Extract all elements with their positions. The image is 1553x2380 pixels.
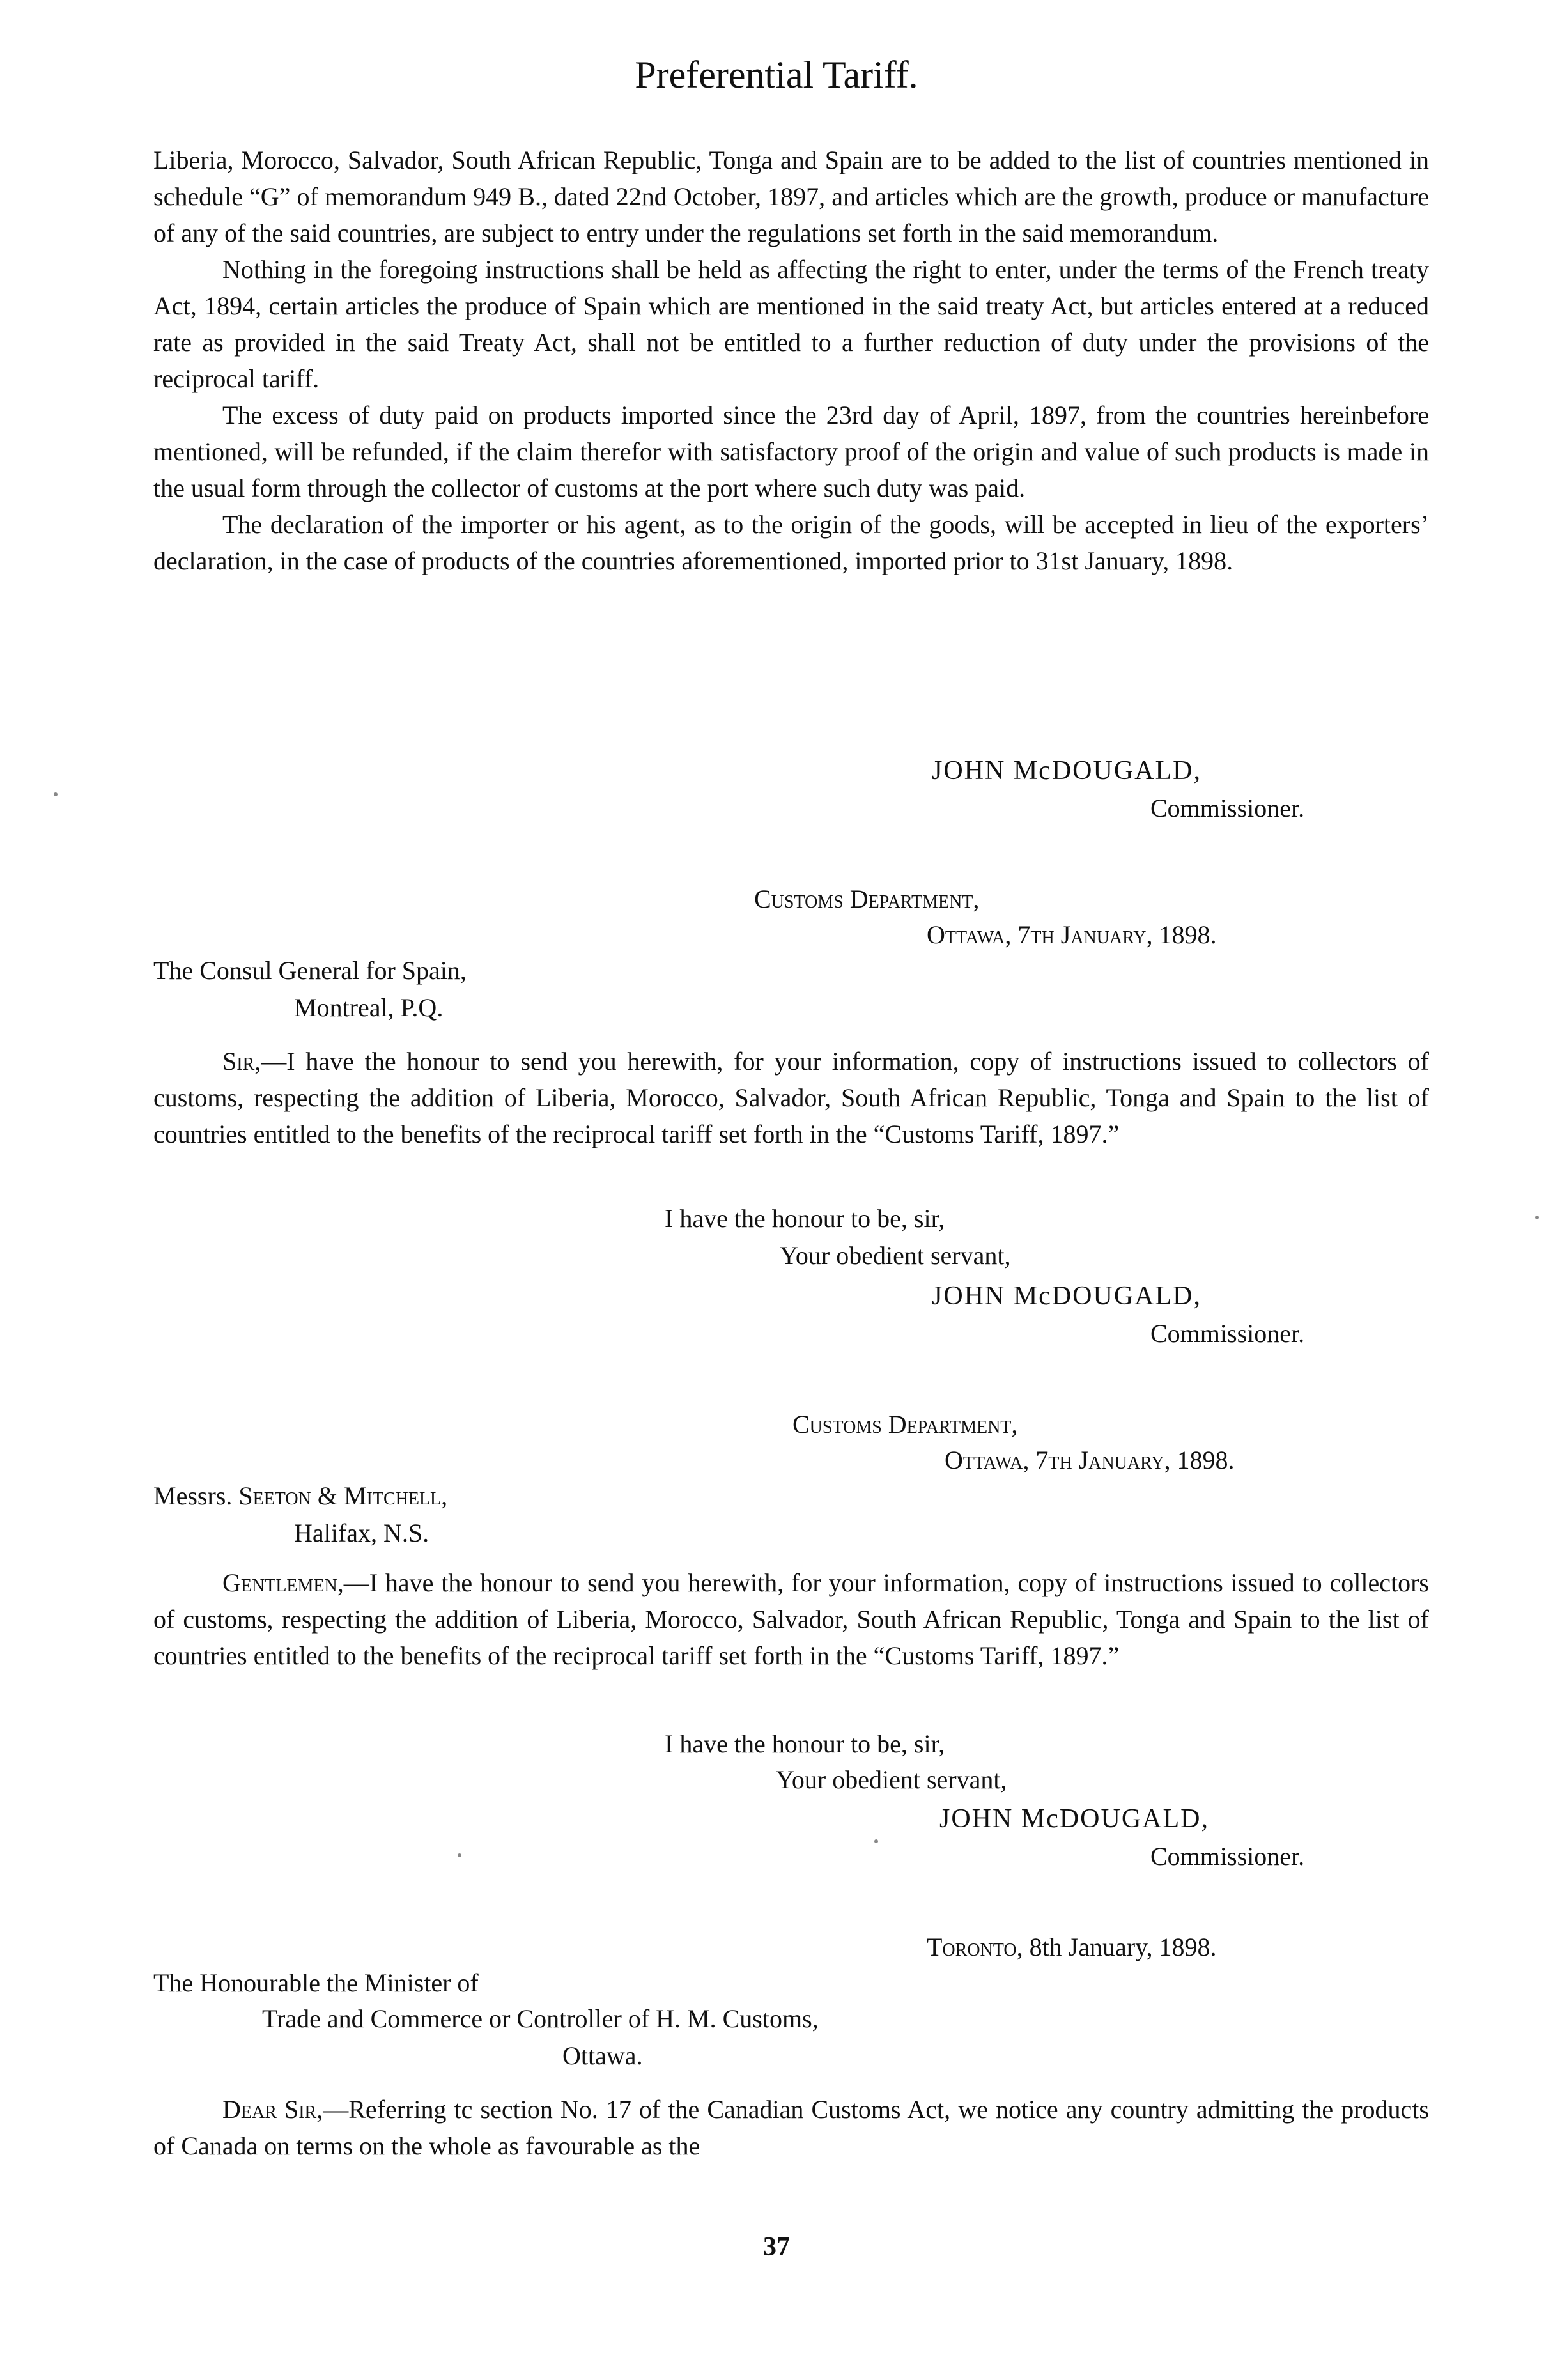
letter2-recipient-city: Halifax, N.S. [294,1518,429,1547]
memo-signature-title: Commissioner. [1150,794,1305,823]
letter3-salutation: Dear Sir, [222,2095,323,2124]
letter3-body-text: —Referring tc section No. 17 of the Canadian Customs Act, we notice any country admitting the products of Canada on terms on the whole as favourable as the [153,2095,1429,2160]
memo-body [153,142,1429,579]
letter1-body-text: —I have the honour to send you herewith, for your information, copy of instructions issued to collectors of customs, respecting the addition of Liberia, Morocco, Salvador, South African Republic, Tonga and Spain to the list of countries entitled to the benefits of the reciprocal tariff set forth in the “Customs Tariff, 1897.” [153,1047,1429,1148]
letter3-recipient: The Honourable the Minister of [153,1968,479,1997]
page-title: Preferential Tariff. [635,54,918,96]
letter1-closing: I have the honour to be, sir, [665,1204,945,1233]
letter3-recipient-office: Trade and Commerce or Controller of H. M. Customs, [262,2004,819,2033]
memo-paragraph: Nothing in the foregoing instructions shall be held as affecting the right to enter, under the terms of the French treaty Act, 1894, certain articles the produce of Spain which are mentioned in the said treaty Act, but articles entered at a reduced rate as provided in the said Treaty Act, shall not be entitled to a further reduction of duty under the provisions of the reciprocal tariff. [153,255,1429,393]
memo-paragraph: Liberia, Morocco, Salvador, South African Republic, Tonga and Spain are to be added to the list of countries mentioned in schedule “G” of memorandum 949 B., dated 22nd October, 1897, and articles which are the growth, produce or manufacture of any of the said countries, are subject to entry under the regulations set forth in the said memorandum. [153,146,1429,247]
letter1-body [153,1043,1429,1152]
letter2-date: Ottawa, 7th January, 1898. [945,1446,1235,1474]
letter1-salutation: Sir, [222,1047,261,1076]
letter1-recipient: The Consul General for Spain, [153,956,467,985]
letter1-department: Customs Department, [754,885,980,913]
letter2-recipient [153,1478,447,1514]
letter3-place: Toronto, [927,1933,1023,1961]
print-speck [54,792,58,796]
letter1-recipient-city: Montreal, P.Q. [294,993,444,1022]
letter3-body [153,2091,1429,2164]
memo-paragraph: The excess of duty paid on products imported since the 23rd day of April, 1897, from the countries hereinbefore mentioned, will be refunded, if the claim therefor with satisfactory proof of the origin and value of such products is made in the usual form through the collector of customs at the port where such duty was paid. [153,401,1429,502]
letter1-signature-title: Commissioner. [1150,1319,1305,1348]
print-speck [1535,1216,1539,1219]
letter3-dateline [927,1929,1217,1965]
letter2-closing-servant: Your obedient servant, [776,1765,1007,1794]
letter2-recipient-prefix: Messrs. [153,1481,233,1510]
page-number: 37 [763,2232,790,2262]
letter1-closing-servant: Your obedient servant, [780,1241,1011,1270]
letter2-department: Customs Department, [792,1410,1018,1439]
letter2-signature-title: Commissioner. [1150,1842,1305,1871]
letter2-recipient-name: Seeton & Mitchell, [238,1481,448,1510]
letter3-date: 8th January, 1898. [1023,1933,1217,1961]
letter2-body-text: —I have the honour to send you herewith, for your information, copy of instructions issued to collectors of customs, respecting the addition of Liberia, Morocco, Salvador, South African Republic, Tonga and Spain to the list of countries entitled to the benefits of the reciprocal tariff set forth in the “Customs Tariff, 1897.” [153,1568,1429,1670]
letter2-body [153,1565,1429,1674]
memo-signature-name: JOHN McDOUGALD, [932,756,1201,785]
letter2-closing: I have the honour to be, sir, [665,1729,945,1758]
letter1-signature-name: JOHN McDOUGALD, [932,1281,1201,1311]
letter2-signature-name: JOHN McDOUGALD, [939,1804,1209,1834]
print-speck [458,1853,461,1857]
letter1-date: Ottawa, 7th January, 1898. [927,920,1217,949]
letter2-salutation: Gentlemen, [222,1568,344,1597]
memo-paragraph: The declaration of the importer or his agent, as to the origin of the goods, will be accepted in lieu of the exporters’ declaration, in the case of products of the countries aforementioned, imported prior to 31st January, 1898. [153,510,1429,575]
letter3-recipient-city: Ottawa. [562,2041,643,2070]
print-speck [874,1839,878,1843]
